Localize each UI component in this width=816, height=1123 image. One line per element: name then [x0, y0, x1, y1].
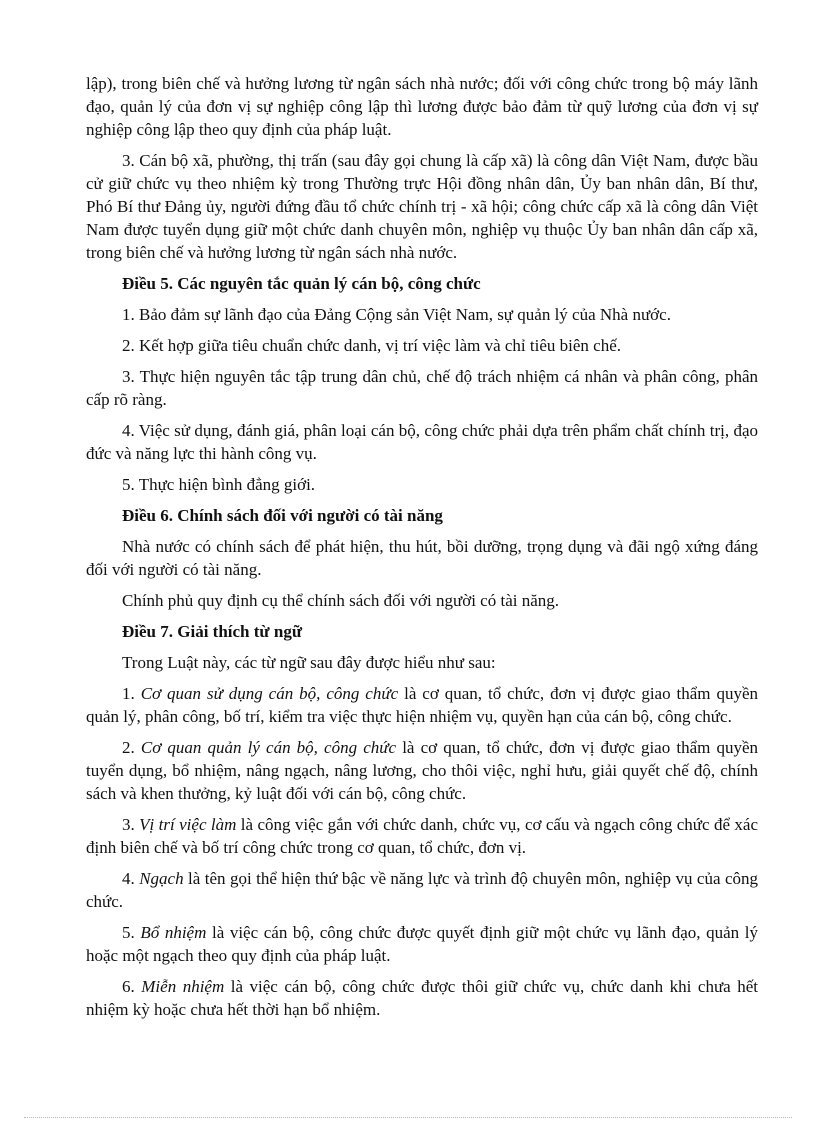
term-number: 2. — [122, 738, 141, 757]
term-number: 1. — [122, 684, 141, 703]
article-5-item-1: 1. Bảo đảm sự lãnh đạo của Đảng Cộng sản Việt Nam, sự quản lý của Nhà nước. — [122, 305, 671, 324]
term-name: Bổ nhiệm — [140, 923, 207, 942]
term-text: là cơ quan, tổ chức, đơn vị được giao thẩm quyền tuyển dụng, bổ nhiệm, nâng ngạch, nâng lương, cho thôi việc, nghỉ hưu, giải quyết chế độ, chính sách và khen thưởng, kỷ luật đối với cán bộ, công chức. — [86, 738, 758, 803]
term-number: 3. — [122, 815, 140, 834]
term-name: Miễn nhiệm — [141, 977, 225, 996]
article-7-heading: Điều 7. Giải thích từ ngữ — [122, 622, 303, 641]
term-number: 4. — [122, 869, 140, 888]
term-number: 6. — [122, 977, 142, 996]
paragraph-intro: lập), trong biên chế và hưởng lương từ ngân sách nhà nước; đối với công chức trong bộ máy lãnh đạo, quản lý của đơn vị sự nghiệp công lập thì lương được bảo đảm từ quỹ lương của đơn vị sự nghiệp công lập theo quy định của pháp luật. — [86, 74, 758, 139]
term-definition — [86, 813, 758, 859]
document-page — [86, 72, 758, 1029]
term-definition — [86, 921, 758, 967]
term-name: Cơ quan sử dụng cán bộ, công chức — [140, 684, 399, 703]
article-5-item-3: 3. Thực hiện nguyên tắc tập trung dân chủ, chế độ trách nhiệm cá nhân và phân công, phân cấp rõ ràng. — [86, 367, 758, 409]
article-6-heading: Điều 6. Chính sách đối với người có tài năng — [122, 506, 443, 525]
term-number: 5. — [122, 923, 141, 942]
term-text: là tên gọi thể hiện thứ bậc về năng lực và trình độ chuyên môn, nghiệp vụ của công chức. — [86, 869, 759, 911]
term-name: Cơ quan quản lý cán bộ, công chức — [140, 738, 397, 757]
article-6-paragraph-2: Chính phủ quy định cụ thể chính sách đối với người có tài năng. — [122, 591, 560, 610]
article-5-heading: Điều 5. Các nguyên tắc quản lý cán bộ, công chức — [122, 274, 481, 293]
term-text: là công việc gắn với chức danh, chức vụ, cơ cấu và ngạch công chức để xác định biên chế và bố trí công chức trong cơ quan, tổ chức, đơn vị. — [86, 815, 758, 857]
term-definition — [86, 975, 758, 1021]
term-definition — [86, 867, 758, 913]
article-5-item-4: 4. Việc sử dụng, đánh giá, phân loại cán bộ, công chức phải dựa trên phẩm chất chính trị, đạo đức và năng lực thi hành công vụ. — [86, 421, 758, 463]
term-name: Ngạch — [139, 869, 184, 888]
article-5-item-2: 2. Kết hợp giữa tiêu chuẩn chức danh, vị trí việc làm và chỉ tiêu biên chế. — [122, 336, 622, 355]
term-text: là cơ quan, tổ chức, đơn vị được giao thẩm quyền quản lý, phân công, bố trí, kiểm tra việc thực hiện nhiệm vụ, quyền hạn của cán bộ, công chức. — [86, 684, 758, 726]
term-text: là việc cán bộ, công chức được thôi giữ chức vụ, chức danh khi chưa hết nhiệm kỳ hoặc chưa hết thời hạn bổ nhiệm. — [86, 977, 758, 1019]
article-6-paragraph-1: Nhà nước có chính sách để phát hiện, thu hút, bồi dưỡng, trọng dụng và đãi ngộ xứng đáng đối với người có tài năng. — [86, 537, 758, 579]
term-definition — [86, 736, 758, 805]
article-5-item-5: 5. Thực hiện bình đẳng giới. — [122, 475, 316, 494]
term-text: là việc cán bộ, công chức được quyết định giữ một chức vụ lãnh đạo, quản lý hoặc một ngạch theo quy định của pháp luật. — [86, 923, 758, 965]
term-definition — [86, 682, 758, 728]
page-bottom-divider — [24, 1117, 792, 1118]
paragraph-item-3: 3. Cán bộ xã, phường, thị trấn (sau đây gọi chung là cấp xã) là công dân Việt Nam, được bầu cử giữ chức vụ theo nhiệm kỳ trong Thường trực Hội đồng nhân dân, Ủy ban nhân dân, Bí thư, Phó Bí thư Đảng ủy, người đứng đầu tổ chức chính trị - xã hội; công chức cấp xã là công dân Việt Nam được tuyển dụng giữ một chức danh chuyên môn, nghiệp vụ thuộc Ủy ban nhân dân cấp xã, trong biên chế và hưởng lương từ ngân sách nhà nước. — [86, 151, 758, 262]
term-name: Vị trí việc làm — [139, 815, 237, 834]
article-7-intro: Trong Luật này, các từ ngữ sau đây được hiểu như sau: — [122, 653, 496, 672]
